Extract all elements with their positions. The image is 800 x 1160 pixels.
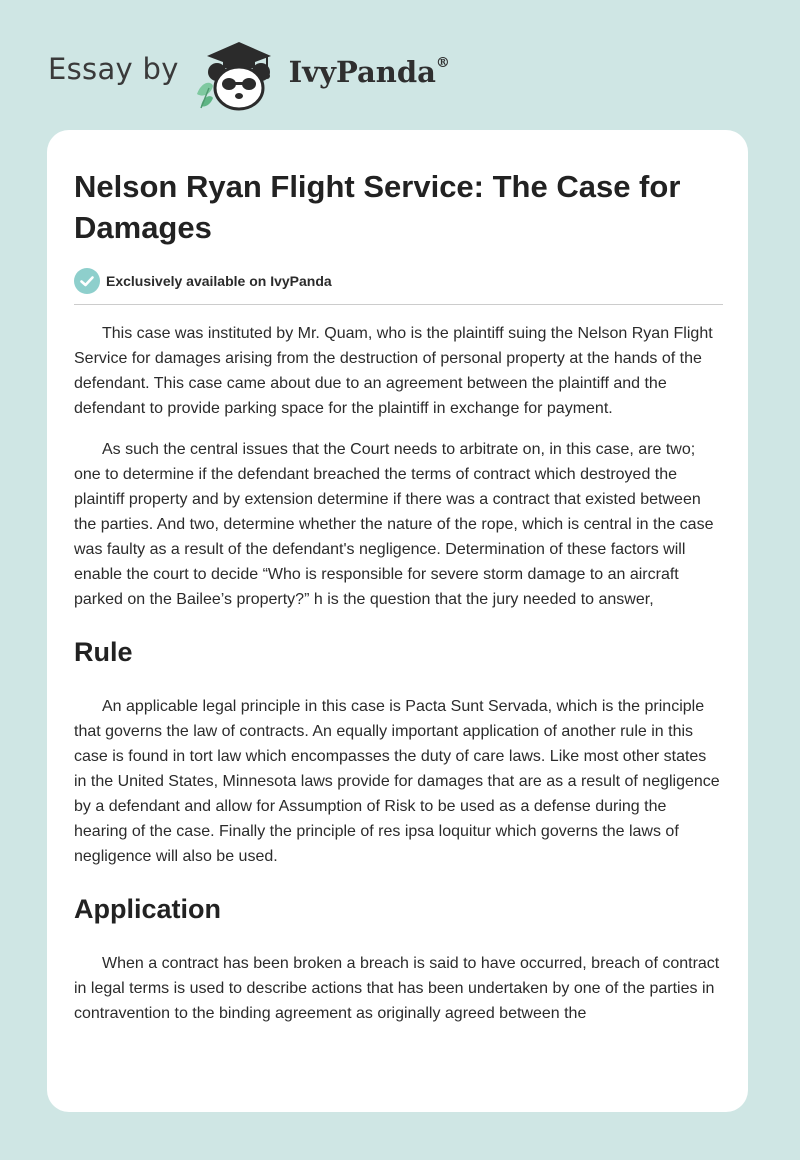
divider bbox=[74, 304, 723, 305]
brand-prefix: Essay by bbox=[48, 52, 179, 86]
issues-paragraph: As such the central issues that the Court needs to arbitrate on, in this case, are two; one to determine if the defendant breached the terms of contract which destroyed the plaintiff property and by extension determine if there was a contract that existed between the parties. And two, determine whether the nature of the rope, which is central in the case was faulty as a result of the defendant's negligence. Determination of these factors will enable the court to decide “Who is responsible for severe storm damage to an aircraft parked on the Bailee’s property?” h is the question that the jury needed to answer, bbox=[74, 441, 714, 608]
intro-paragraph: This case was instituted by Mr. Quam, who is the plaintiff suing the Nelson Ryan Flight Service for damages arising from the destruction of personal property at the hands of the defendant. This case came about due to an agreement between the plaintiff and the defendant to provide parking space for the plaintiff in exchange for payment. bbox=[74, 325, 713, 417]
article-title: Nelson Ryan Flight Service: The Case for Damages bbox=[74, 169, 681, 245]
section-heading-rule: Rule bbox=[74, 637, 133, 667]
panda-graduate-icon bbox=[193, 34, 285, 114]
site-brand[interactable] bbox=[48, 34, 450, 114]
rule-paragraph: An applicable legal principle in this case is Pacta Sunt Servada, which is the principle that governs the law of contracts. An equally important application of another rule in this case is found in tort law which encompasses the duty of care laws. Like most other states in the United States, Minnesota laws provide for damages that are as a result of negligence by a defendant and allow for Assumption of Risk to be used as a defense during the hearing of the case. Finally the principle of res ipsa loquitur which governs the laws of negligence will also be used. bbox=[74, 698, 720, 865]
badge-text: Exclusively available on IvyPanda bbox=[106, 273, 332, 289]
registered-mark: ® bbox=[435, 55, 450, 72]
application-paragraph: When a contract has been broken a breach is said to have occurred, breach of contract in legal terms is used to describe actions that has been undertaken by one of the parties in contravention to the binding agreement as originally agreed between the bbox=[74, 955, 720, 1022]
article-card bbox=[47, 130, 748, 1112]
brand-name: IvyPanda® bbox=[288, 55, 450, 89]
section-heading-application: Application bbox=[74, 894, 221, 924]
exclusive-badge bbox=[74, 268, 721, 294]
check-circle-icon bbox=[74, 268, 100, 294]
